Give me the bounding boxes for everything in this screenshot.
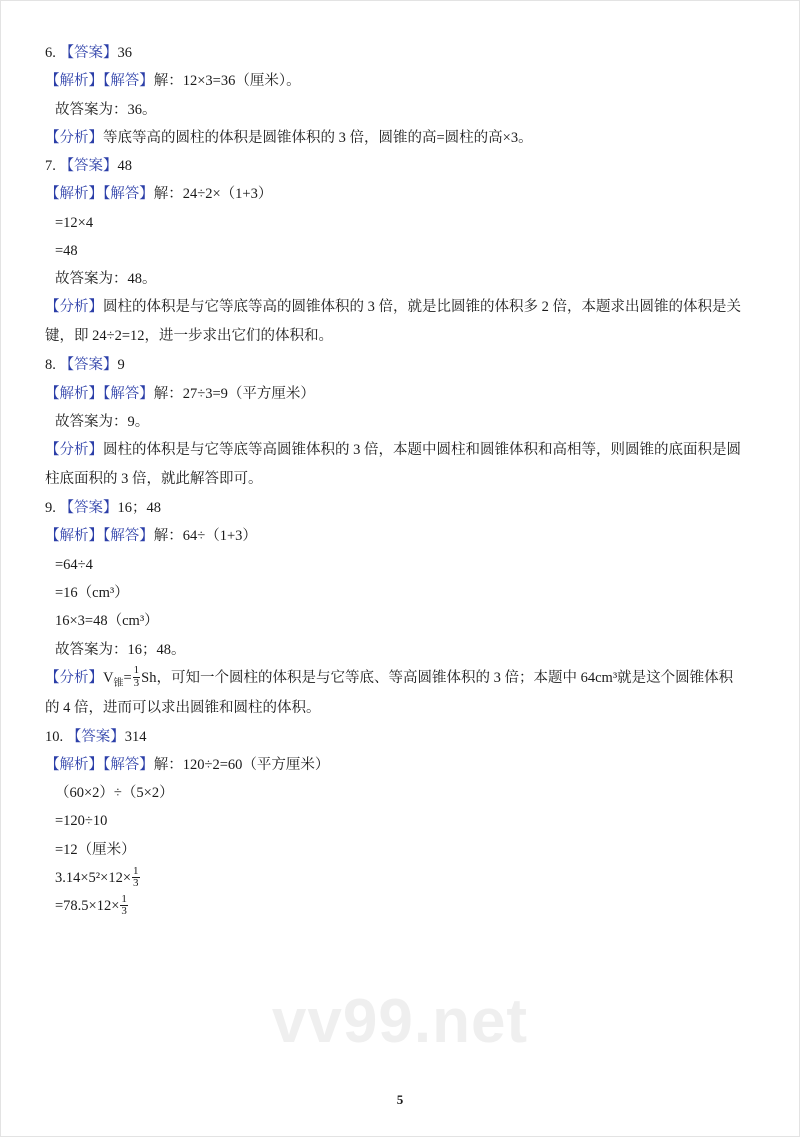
item-7-analysis-text: 圆柱的体积是与它等底等高的圆锥体积的 3 倍，就是比圆锥的体积多 2 倍，本题求出圆锥的体积是关键，即 24÷2=12，进一步求出它们的体积和。 — [45, 299, 741, 345]
analysis-tag: 【解析】 — [45, 385, 103, 402]
item-7-number: 7. — [45, 158, 56, 175]
item-6-answer-value: 36 — [117, 45, 132, 61]
item-9-step-2: =16（cm³） — [55, 584, 129, 601]
item-10-step-2: =120÷10 — [55, 813, 108, 830]
answer-tag: 【答案】 — [66, 728, 125, 745]
item-9-analysis-line — [45, 664, 741, 723]
solve-tag: 【解答】 — [103, 186, 154, 203]
item-10-step-1: （60×2）÷（5×2） — [55, 785, 174, 802]
analysis-label-tag: 【分析】 — [45, 442, 103, 459]
answer-item-9 — [45, 494, 741, 722]
item-9-analysis-text: Sh，可知一个圆柱的体积是与它等底、等高圆锥体积的 3 倍；本题中 64cm³就是这个圆锥体积的 4 倍，进而可以求出圆锥和圆柱的体积。 — [45, 669, 734, 716]
analysis-tag: 【解析】 — [45, 528, 103, 545]
item-7-solution-line — [45, 180, 741, 208]
item-10-step-4-text: 3.14×5²×12× — [55, 870, 132, 886]
fraction-denominator: 3 — [133, 877, 139, 890]
item-9-answer-value: 16；48 — [117, 500, 161, 517]
item-8-solution-line — [45, 380, 741, 408]
fraction-numerator: 1 — [133, 864, 139, 877]
item-8-answer-value: 9 — [117, 357, 125, 374]
solve-tag: 【解答】 — [103, 73, 154, 90]
analysis-label-tag: 【分析】 — [45, 129, 103, 146]
fraction-denominator: 3 — [121, 905, 127, 918]
page-number: 5 — [396, 1092, 404, 1107]
item-7-analysis-line — [45, 293, 741, 351]
item-9-solution-text: 解：64÷（1+3） — [153, 528, 257, 545]
item-8-number: 8. — [45, 357, 56, 374]
answer-item-7 — [45, 152, 741, 351]
item-6-number: 6. — [45, 45, 56, 61]
item-10-answer-value: 314 — [124, 728, 147, 745]
answer-item-10 — [45, 723, 741, 921]
item-8-solution-text: 解：27÷3=9（平方厘米） — [153, 385, 315, 402]
analysis-label-tag: 【分析】 — [45, 299, 103, 316]
item-8-analysis-line — [45, 436, 741, 494]
answer-tag: 【答案】 — [59, 45, 118, 61]
item-8-conclusion: 故答案为：9。 — [55, 413, 150, 430]
item-9-formula-equals: = — [123, 669, 132, 686]
item-9-step-1: =64÷4 — [55, 556, 93, 573]
solve-tag: 【解答】 — [103, 385, 154, 402]
solve-tag: 【解答】 — [103, 528, 154, 545]
fraction-denominator: 3 — [133, 676, 140, 689]
analysis-label-tag: 【分析】 — [45, 669, 103, 686]
item-10-step-3: =12（厘米） — [55, 841, 136, 858]
item-8-answer-line — [45, 351, 741, 379]
item-10-number: 10. — [45, 728, 64, 745]
fraction-one-third — [132, 866, 140, 890]
watermark: vv99.net — [271, 987, 529, 1056]
item-8-analysis-text: 圆柱的体积是与它等底等高圆锥体积的 3 倍，本题中圆柱和圆锥体积和高相等，则圆锥的底面积是圆柱底面积的 3 倍，就此解答即可。 — [45, 442, 741, 488]
item-10-step-4 — [45, 864, 741, 892]
answer-item-6 — [45, 39, 741, 152]
item-7-step-2: =48 — [55, 242, 78, 259]
item-6-analysis-text: 等底等高的圆柱的体积是圆锥体积的 3 倍，圆锥的高=圆柱的高×3。 — [103, 129, 533, 146]
item-7-conclusion: 故答案为：48。 — [55, 271, 157, 288]
item-6-conclusion: 故答案为：36。 — [55, 101, 157, 118]
item-7-answer-line — [45, 152, 741, 180]
fraction-one-third — [133, 665, 141, 689]
item-7-step-1: =12×4 — [55, 214, 94, 231]
item-9-conclusion: 故答案为：16；48。 — [55, 641, 186, 658]
analysis-tag: 【解析】 — [45, 186, 103, 203]
answer-tag: 【答案】 — [59, 357, 118, 374]
item-9-solution-line — [45, 522, 741, 550]
answer-tag: 【答案】 — [59, 158, 118, 175]
item-7-solution-text: 解：24÷2×（1+3） — [153, 186, 273, 203]
analysis-tag: 【解析】 — [45, 756, 103, 773]
analysis-tag: 【解析】 — [45, 73, 103, 90]
solve-tag: 【解答】 — [103, 756, 154, 773]
item-10-solution-text: 解：120÷2=60（平方厘米） — [153, 756, 330, 773]
item-9-step-3: 16×3=48（cm³） — [55, 613, 159, 630]
item-6-solution-line — [45, 67, 741, 95]
fraction-numerator: 1 — [133, 664, 140, 677]
item-7-answer-value: 48 — [117, 158, 132, 175]
item-9-formula-v: V — [103, 669, 114, 686]
item-10-solution-line — [45, 751, 741, 779]
answer-tag: 【答案】 — [59, 500, 118, 517]
item-10-answer-line — [45, 723, 741, 751]
fraction-numerator: 1 — [121, 892, 127, 905]
item-9-answer-line — [45, 494, 741, 522]
item-6-analysis-line — [45, 124, 741, 152]
answer-item-8 — [45, 351, 741, 494]
item-6-solution-text: 解：12×3=36（厘米）。 — [153, 73, 301, 90]
item-6-answer-line — [45, 39, 741, 67]
item-10-step-5 — [45, 892, 741, 920]
item-9-number: 9. — [45, 500, 56, 517]
item-10-step-5-text: =78.5×12× — [55, 898, 120, 915]
page-content — [1, 1, 799, 921]
item-9-formula-subscript: 锥 — [113, 677, 124, 689]
fraction-one-third — [120, 894, 128, 918]
